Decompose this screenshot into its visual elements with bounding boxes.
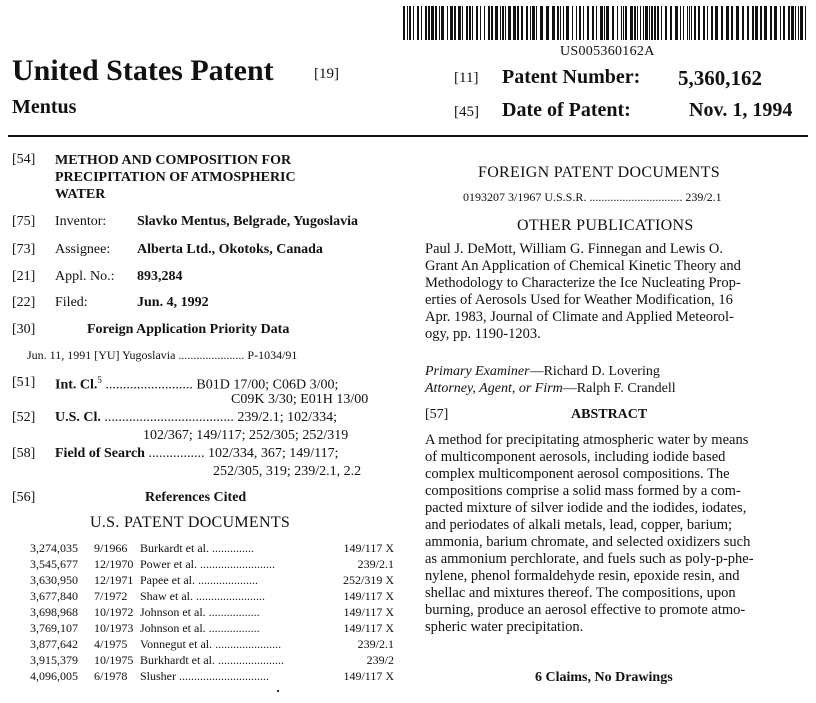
int-cl-line-2: C09K 3/30; E01H 13/00 (231, 392, 369, 407)
inventor-value (137, 214, 358, 230)
abstract-line: ammonia, barium chromate, and selected oxidizers such (425, 534, 751, 550)
int-cl-line: ......................... B01D 17/00; C06D 3/00; (105, 377, 339, 393)
us-doc-author: Power et al. ......................... (140, 557, 275, 571)
us-doc-date: 6/1978 (94, 669, 128, 683)
publication-line: Paul J. DeMott, William G. Finnegan and Lewis O. (425, 241, 723, 257)
abstract-line: A method for precipitating atmospheric water by means (425, 432, 749, 448)
us-doc-number: 3,877,642 (30, 637, 78, 651)
patent-number: 5,360,162 (678, 66, 762, 90)
invention-title-line: WATER (55, 187, 106, 202)
filed-code: [22] (12, 295, 36, 310)
abstract-line: nylene, phenol formaldehyde resin, epoxide resin, and (425, 568, 740, 584)
abstract-line: pacted mixture of silver iodide and the iodides, iodates, (425, 500, 747, 516)
us-doc-date: 9/1966 (94, 541, 128, 555)
us-doc-date: 10/1972 (94, 605, 134, 619)
attorney-label: Attorney, Agent, or Firm (425, 381, 563, 396)
us-doc-author: Burkhardt et al. ...................... (140, 653, 284, 667)
publication-citation (425, 241, 741, 343)
us-doc-row (30, 669, 394, 684)
primary-examiner-label: Primary Examiner (425, 364, 530, 379)
refs-heading: References Cited (145, 490, 247, 505)
us-doc-date: 12/1970 (94, 557, 134, 571)
us-doc-number: 3,274,035 (30, 541, 78, 555)
priority-code: [30] (12, 322, 36, 337)
patent-number-label: Patent Number: (502, 66, 641, 88)
attorney-name: —Ralph F. Crandell (562, 381, 676, 396)
us-docs-heading: U.S. PATENT DOCUMENTS (90, 514, 291, 531)
us-doc-row (30, 557, 394, 572)
us-doc-author: Slusher .............................. (140, 669, 269, 683)
assignee-code: [73] (12, 242, 36, 257)
page-speck (277, 690, 279, 692)
us-doc-date: 7/1972 (94, 589, 128, 603)
us-cl-line-2: 102/367; 149/117; 252/305; 252/319 (143, 428, 349, 443)
inventor-surname: Mentus (12, 96, 77, 118)
refs-code: [56] (12, 490, 36, 505)
appl-value: 893,284 (137, 269, 183, 284)
foreign-heading: FOREIGN PATENT DOCUMENTS (478, 164, 720, 181)
publication-line: ogy, pp. 1190-1203. (425, 326, 541, 342)
field-line-2: 252/305, 319; 239/2.1, 2.2 (213, 464, 362, 479)
us-doc-date: 12/1971 (94, 573, 134, 587)
us-doc-date: 4/1975 (94, 637, 128, 651)
us-doc-row (30, 589, 394, 604)
us-cl-line: ..................................... 239/2.1; 102/334; (104, 410, 337, 425)
field-of-search (55, 446, 339, 462)
us-cl (55, 410, 337, 426)
us-doc-number: 3,545,677 (30, 557, 78, 571)
patent-office-title: United States Patent (12, 54, 274, 87)
publication-line: Grant An Application of Chemical Kinetic Theory and (425, 258, 741, 274)
priority-heading: Foreign Application Priority Data (87, 322, 290, 337)
abstract-line: shellac and mixtures thereof. The compositions, upon (425, 585, 736, 601)
abstract-line: as ammonium perchlorate, and fuels such as poly-p-phe- (425, 551, 754, 567)
us-doc-author: Burkardt et al. .............. (140, 541, 254, 555)
abstract-line: complex multicomponent aerosol compositions. The (425, 466, 730, 482)
publication-line: Apr. 1983, Journal of Climate and Applied Meteorol- (425, 309, 734, 325)
us-doc-author: Shaw et al. ....................... (140, 589, 265, 603)
us-doc-author: Papee et al. .................... (140, 573, 258, 587)
date-code: [45] (454, 104, 479, 120)
barcode-number: US005360162A (560, 44, 655, 59)
us-doc-number: 3,915,379 (30, 653, 78, 667)
us-doc-number: 3,677,840 (30, 589, 78, 603)
us-doc-class: 149/117 X (343, 669, 394, 683)
barcode (403, 6, 806, 40)
appl-code: [21] (12, 269, 36, 284)
filed-value: Jun. 4, 1992 (137, 295, 209, 310)
us-doc-class: 149/117 X (343, 605, 394, 619)
title-code: [19] (314, 66, 339, 82)
patent-number-code: [11] (454, 70, 479, 86)
int-cl-label: Int. Cl. (55, 377, 98, 393)
publication-line: Methodology to Characterize the Ice Nucleating Prop- (425, 275, 741, 291)
abstract-line: burning, produce an aerosol effective to promote atmo- (425, 602, 746, 618)
us-doc-number: 3,630,950 (30, 573, 78, 587)
us-doc-class: 239/2.1 (357, 637, 394, 651)
other-pubs-heading: OTHER PUBLICATIONS (517, 217, 694, 234)
primary-examiner-name: —Richard D. Lovering (529, 364, 660, 379)
us-doc-row (30, 541, 394, 556)
abstract-line: spheric water precipitation. (425, 619, 584, 635)
claims-line: 6 Claims, No Drawings (535, 670, 673, 685)
foreign-line: 0193207 3/1967 U.S.S.R. ............................... 239/2.1 (463, 190, 722, 204)
us-doc-author: Johnson et al. ................. (140, 621, 260, 635)
field-line: ................ 102/334, 367; 149/117; (148, 446, 339, 461)
abstract-code: [57] (425, 407, 449, 422)
inventor-label: Inventor: (55, 214, 107, 229)
abstract-line: of multicomponent aerosols, including iodide based (425, 449, 726, 465)
us-doc-row (30, 621, 394, 636)
int-cl (55, 375, 338, 394)
assignee-label: Assignee: (55, 242, 111, 257)
us-doc-date: 10/1973 (94, 621, 134, 635)
us-doc-row (30, 605, 394, 620)
us-doc-row (30, 637, 394, 652)
us-doc-author: Johnson et al. ................. (140, 605, 260, 619)
appl-label: Appl. No.: (55, 269, 115, 284)
us-doc-row (30, 653, 394, 668)
header-rule (8, 135, 808, 137)
us-doc-number: 3,769,107 (30, 621, 78, 635)
field-code: [58] (12, 446, 36, 461)
int-cl-edition: 5 (97, 375, 102, 385)
invention-title (55, 152, 296, 203)
us-doc-class: 149/117 X (343, 621, 394, 635)
invention-title-line: PRECIPITATION OF ATMOSPHERIC (55, 170, 296, 185)
inventor-code: [75] (12, 214, 36, 229)
us-doc-class: 149/117 X (343, 589, 394, 603)
us-doc-class: 149/117 X (343, 541, 394, 555)
us-doc-author: Vonnegut et al. ...................... (140, 637, 282, 651)
us-doc-class: 252/319 X (343, 573, 394, 587)
title-section-code: [54] (12, 152, 36, 167)
inventor-name: Slavko Mentus, Belgrade, Yugoslavia (137, 214, 359, 229)
abstract-line: compositions comprise a solid mass formed by a com- (425, 483, 741, 499)
publication-line: erties of Aerosols Used for Weather Modification, 16 (425, 292, 733, 308)
us-cl-code: [52] (12, 410, 36, 425)
invention-title-line: METHOD AND COMPOSITION FOR (55, 153, 292, 168)
primary-examiner (425, 364, 660, 380)
filed-label: Filed: (55, 295, 88, 310)
us-doc-number: 4,096,005 (30, 669, 78, 683)
abstract-text (425, 432, 754, 636)
patent-date: Nov. 1, 1994 (689, 99, 793, 121)
priority-line: Jun. 11, 1991 [YU] Yugoslavia ...................... P-1034/91 (27, 348, 298, 362)
attorney (425, 381, 676, 397)
us-doc-number: 3,698,968 (30, 605, 78, 619)
us-doc-row (30, 573, 394, 588)
abstract-heading: ABSTRACT (571, 407, 648, 422)
us-doc-class: 239/2 (366, 653, 394, 667)
field-label: Field of Search (55, 446, 145, 461)
int-cl-code: [51] (12, 375, 36, 390)
date-label: Date of Patent: (502, 99, 631, 121)
us-doc-date: 10/1975 (94, 653, 134, 667)
us-cl-label: U.S. Cl. (55, 410, 101, 425)
abstract-line: and periodates of alkali metals, lead, copper, barium; (425, 517, 733, 533)
assignee-value: Alberta Ltd., Okotoks, Canada (137, 242, 323, 257)
us-doc-class: 239/2.1 (357, 557, 394, 571)
